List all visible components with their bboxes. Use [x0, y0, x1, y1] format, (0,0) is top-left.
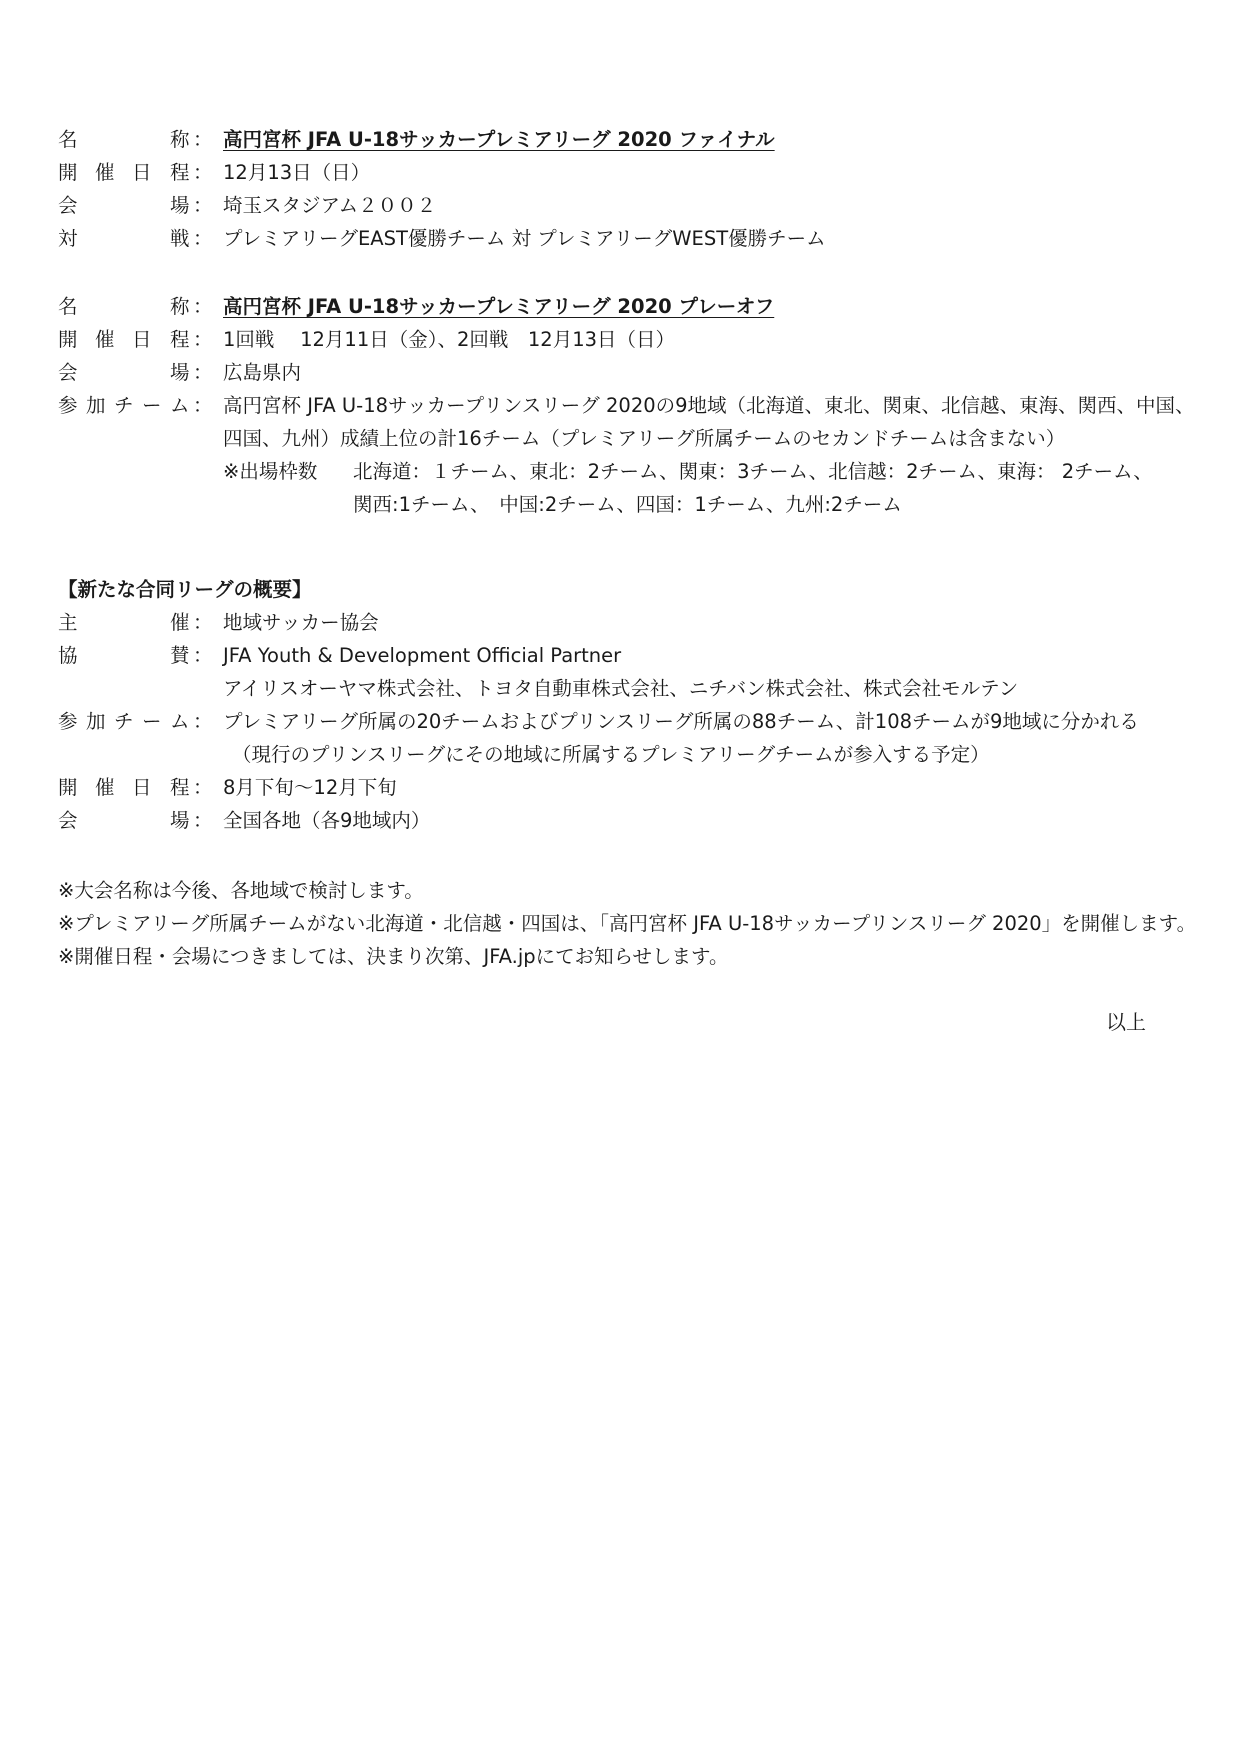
- final-date: 12月13日（日）: [223, 161, 371, 184]
- new-league-heading: 【新たな合同リーグの概要】: [58, 578, 312, 601]
- quota-line1: 北海道：１チーム、東北：2チーム、関東：3チーム、北信越：2チーム、東海： 2チーム、: [353, 460, 1153, 483]
- field-label: 対 戦: [58, 227, 190, 250]
- field-label: 名 称: [58, 128, 190, 151]
- quota-line2: 関西:1チーム、 中国:2チーム、四国：1チーム、九州:2チーム: [353, 493, 902, 516]
- sponsor-line1: JFA Youth & Development Official Partner: [223, 644, 622, 667]
- final-name: 高円宮杯 JFA U-18サッカープレミアリーグ 2020 ファイナル: [223, 128, 775, 151]
- final-venue: 埼玉スタジアム２００２: [223, 194, 437, 217]
- playoff-date: 1回戦 12月11日（金）、2回戦 12月13日（日）: [223, 328, 676, 351]
- playoff-venue: 広島県内: [223, 361, 302, 384]
- field-label: 主 催: [58, 611, 190, 634]
- field-label: 開 催 日 程: [58, 776, 190, 799]
- document-page: 名 称 ： 高円宮杯 JFA U-18サッカープレミアリーグ 2020 ファイナル 開 催 日 程 ： 12月13日（日） 会 場 ： 埼玉スタジアム２００２ 対 戦 ： プレミアリーグEAST優勝チーム 対 プレミアリーグWEST優勝チーム 名 称 ： 高円宮杯 JFA U-18サッカープレミアリーグ 2020 プレーオフ 開 催 日 程 ： 1回戦 12月11日（金）、2回戦 12月13日（日） 会 場 ： 広島県内 参 加 チ ー ム ： 高円宮杯 JFA U-18サッカープリンスリーグ 2020の9地域（北海道、東北、関東、北信越、東海、関西、中国、 四国、九州）成績上位の計16チーム（プレミアリーグ所属チームのセカンドチームは含まない） ※出場枠数 北海道：１チーム、東北：2チーム、関東：3チーム、北信越：2チーム、東海： 2チーム、 関西:1チーム、 中国:2チーム、四国：1チーム、九州:2チーム 【新たな合同リーグの概要】 主 催 ： 地域サッカー協会 協 賛 ： JFA Youth & Development Official Partner アイリスオーヤマ株式会社、トヨタ自動車株式会社、ニチバン株式会社、株式会社モルテン 参 加 チ ー ム ： プレミアリーグ所属の20チームおよびプリンスリーグ所属の88チーム、計108チームが9地域に分かれる （現行のプリンスリーグにその地域に所属するプレミアリーグチームが参入する予定） 開 催 日 程 ： 8月下旬～12月下旬 会 場 ： 全国各地（各9地域内） ※大会名称は今後、各地域で検討します。 ※プレミアリーグ所属チームがない北海道・北信越・四国は、「高円宮杯 JFA U-18サッカープリンスリーグ 2020」を開催します。 ※開催日程・会場につきましては、決まり次第、JFA.jpにてお知らせします。 以上: [0, 0, 1240, 1754]
- note-2: ※プレミアリーグ所属チームがない北海道・北信越・四国は、「高円宮杯 JFA U-18サッカープリンスリーグ 2020」を開催します。: [58, 912, 1197, 935]
- closing-text: 以上: [1106, 1010, 1146, 1034]
- playoff-name: 高円宮杯 JFA U-18サッカープレミアリーグ 2020 プレーオフ: [223, 295, 775, 318]
- new-date: 8月下旬～12月下旬: [223, 776, 397, 799]
- playoff-quota-row: [223, 456, 1153, 488]
- field-label: 会 場: [58, 809, 190, 832]
- sponsor-line2: アイリスオーヤマ株式会社、トヨタ自動車株式会社、ニチバン株式会社、株式会社モルテン: [223, 677, 1019, 700]
- field-label: 開 催 日 程: [58, 328, 190, 351]
- field-label: 名 称: [58, 295, 190, 318]
- field-label: 会 場: [58, 361, 190, 384]
- note-3: ※開催日程・会場につきましては、決まり次第、JFA.jpにてお知らせします。: [58, 945, 729, 968]
- new-teams-line2: （現行のプリンスリーグにその地域に所属するプレミアリーグチームが参入する予定）: [232, 743, 990, 766]
- quota-label: ※出場枠数: [223, 460, 318, 483]
- field-label: 会 場: [58, 194, 190, 217]
- field-label: 参 加 チ ー ム: [58, 394, 190, 417]
- field-label: 協 賛: [58, 644, 190, 667]
- playoff-teams-line1: 高円宮杯 JFA U-18サッカープリンスリーグ 2020の9地域（北海道、東北、関東、北信越、東海、関西、中国、: [223, 394, 1195, 417]
- new-teams-line1: プレミアリーグ所属の20チームおよびプリンスリーグ所属の88チーム、計108チームが9地域に分かれる: [223, 710, 1139, 733]
- host: 地域サッカー協会: [223, 611, 379, 634]
- note-1: ※大会名称は今後、各地域で検討します。: [58, 879, 424, 902]
- field-label: 参 加 チ ー ム: [58, 710, 190, 733]
- final-match: プレミアリーグEAST優勝チーム 対 プレミアリーグWEST優勝チーム: [223, 227, 826, 250]
- playoff-teams-line2: 四国、九州）成績上位の計16チーム（プレミアリーグ所属チームのセカンドチームは含まない）: [223, 427, 1066, 450]
- field-label: 開 催 日 程: [58, 161, 190, 184]
- new-venue: 全国各地（各9地域内）: [223, 809, 431, 832]
